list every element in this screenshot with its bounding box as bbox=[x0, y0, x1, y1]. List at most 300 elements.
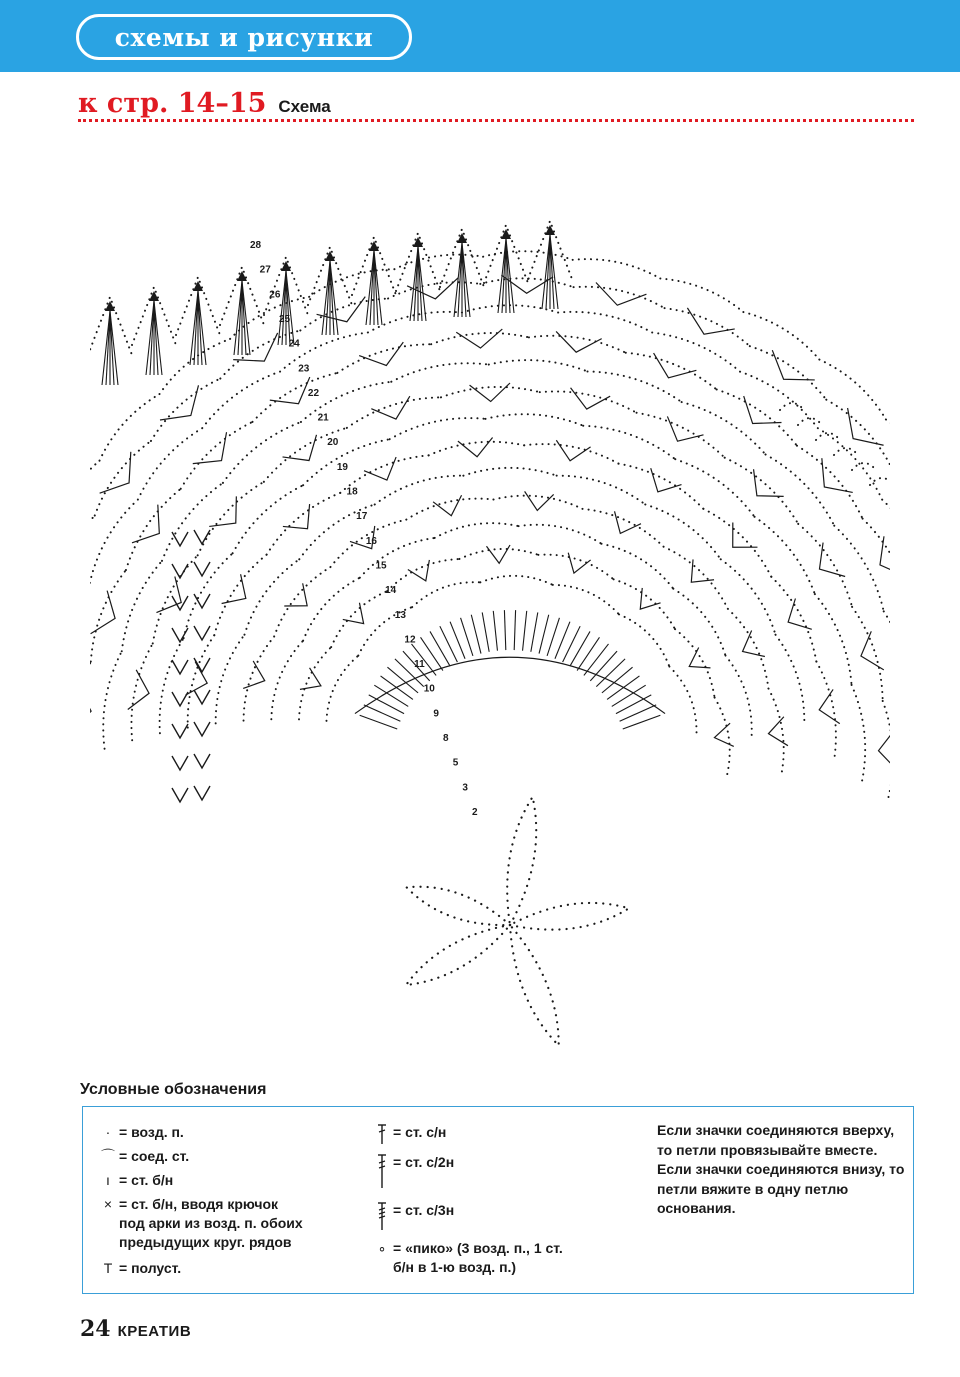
legend-item-text: = соед. ст. bbox=[119, 1148, 190, 1164]
stitch-mark bbox=[154, 301, 158, 375]
stitch-mark bbox=[102, 311, 110, 385]
chain-arch bbox=[406, 499, 493, 520]
stitch-mark bbox=[612, 685, 646, 706]
chain-arch bbox=[797, 446, 863, 519]
legend-item bbox=[373, 1153, 454, 1189]
v-stitch bbox=[596, 283, 646, 306]
chain-arch bbox=[122, 561, 162, 651]
stitch-mark bbox=[471, 615, 481, 654]
chain-arch bbox=[271, 641, 303, 720]
stitch-mark bbox=[106, 311, 110, 385]
chain-arch bbox=[214, 555, 266, 636]
v-stitch bbox=[343, 603, 364, 624]
chain-arch bbox=[326, 656, 358, 721]
dotted-rule bbox=[78, 119, 914, 122]
stitch-mark bbox=[387, 667, 418, 693]
stitch-mark bbox=[514, 610, 515, 650]
v-stitch bbox=[172, 532, 188, 546]
chain-arch bbox=[162, 483, 223, 561]
chain-arch bbox=[300, 299, 388, 331]
stitch-mark bbox=[450, 622, 465, 659]
v-stitch bbox=[194, 722, 210, 736]
stitch-mark bbox=[590, 651, 617, 681]
v-stitch bbox=[654, 353, 697, 378]
chain-arch bbox=[750, 346, 826, 400]
v-stitch bbox=[194, 754, 210, 768]
row-number: 20 bbox=[327, 437, 339, 449]
chain-arch bbox=[480, 576, 552, 585]
chain-arch bbox=[480, 278, 573, 287]
chain-arch bbox=[652, 333, 740, 372]
chain-arch bbox=[244, 637, 275, 721]
v-stitch bbox=[359, 342, 403, 365]
center-petal bbox=[406, 925, 510, 985]
stitch-mark bbox=[546, 235, 550, 309]
section-title: схемы и рисунки bbox=[114, 22, 374, 52]
chain-arch bbox=[131, 643, 152, 740]
v-stitch bbox=[768, 717, 787, 746]
treble-crochet-icon bbox=[373, 1153, 391, 1189]
chain-arch bbox=[435, 523, 519, 538]
row-number: 16 bbox=[365, 535, 377, 547]
chain-arch bbox=[95, 441, 151, 516]
legend-item-text: = ст. с/3н bbox=[393, 1202, 455, 1218]
row-number: 9 bbox=[433, 708, 439, 720]
v-stitch bbox=[233, 333, 277, 361]
stitch-mark bbox=[330, 261, 338, 335]
v-stitch bbox=[772, 350, 814, 380]
v-stitch bbox=[691, 559, 714, 582]
v-stitch bbox=[194, 626, 210, 640]
v-stitch bbox=[172, 756, 188, 770]
chain-arch bbox=[412, 582, 480, 607]
chain-arch bbox=[682, 402, 766, 454]
row-number: 21 bbox=[317, 412, 329, 424]
double-crochet-icon bbox=[373, 1123, 391, 1145]
chain-arch bbox=[151, 379, 220, 441]
section-title-pill bbox=[76, 14, 412, 60]
v-stitch bbox=[194, 690, 210, 704]
stitch-mark bbox=[570, 631, 590, 666]
v-stitch bbox=[556, 331, 602, 352]
chain-arch bbox=[815, 594, 852, 685]
chain-arch bbox=[721, 559, 776, 634]
chain-arch bbox=[489, 360, 588, 371]
chain-arch bbox=[441, 387, 540, 397]
page-ref-caption: Схема bbox=[278, 97, 331, 116]
spike-tip bbox=[281, 261, 291, 271]
stitch-mark bbox=[234, 281, 242, 355]
v-stitch bbox=[194, 786, 210, 800]
v-stitch bbox=[819, 543, 845, 577]
stitch-mark bbox=[366, 251, 374, 325]
center-petal bbox=[407, 887, 510, 925]
row-number: 26 bbox=[269, 289, 281, 301]
v-stitch bbox=[283, 504, 310, 529]
stitch-mark bbox=[504, 610, 505, 650]
chain-arch bbox=[673, 589, 725, 656]
stitch-mark bbox=[110, 311, 118, 385]
v-stitch bbox=[172, 692, 188, 706]
v-stitch bbox=[172, 724, 188, 738]
chain-arch bbox=[715, 698, 730, 776]
v-stitch bbox=[861, 631, 884, 670]
legend-item bbox=[373, 1123, 446, 1145]
row-number: 28 bbox=[250, 240, 262, 251]
center-petal bbox=[507, 797, 536, 925]
chain-arch bbox=[665, 308, 750, 346]
row-number: 19 bbox=[336, 461, 348, 473]
chain-arch bbox=[725, 458, 799, 524]
chain-arch bbox=[337, 344, 431, 373]
v-stitch bbox=[822, 458, 853, 492]
v-stitch bbox=[433, 495, 461, 515]
row-number: 3 bbox=[462, 782, 468, 794]
stitch-mark bbox=[326, 261, 330, 335]
chain-arch bbox=[884, 611, 890, 706]
v-stitch bbox=[733, 523, 758, 548]
chain-arch bbox=[601, 544, 673, 589]
chain-arch bbox=[558, 312, 652, 333]
chain-arch bbox=[675, 459, 754, 517]
chain-arch bbox=[819, 360, 886, 420]
chain-arch bbox=[768, 689, 783, 778]
stitch-mark bbox=[523, 611, 527, 651]
v-stitch bbox=[744, 396, 782, 423]
chain-arch bbox=[233, 485, 303, 553]
chain-arch bbox=[645, 504, 720, 559]
v-stitch bbox=[283, 435, 317, 461]
stitch-mark bbox=[563, 626, 581, 662]
row-number: 11 bbox=[414, 659, 425, 671]
stitch-mark bbox=[238, 281, 242, 355]
v-stitch bbox=[525, 491, 554, 510]
v-stitch bbox=[194, 594, 210, 608]
chain-arch bbox=[485, 414, 583, 425]
chain-arch bbox=[493, 496, 582, 509]
chain-arch bbox=[309, 269, 394, 297]
v-stitch bbox=[209, 496, 236, 526]
chain-arch bbox=[91, 570, 126, 662]
v-stitch bbox=[470, 383, 510, 402]
stitch-mark bbox=[414, 247, 418, 321]
chain-arch bbox=[431, 333, 529, 344]
v-stitch bbox=[364, 457, 396, 480]
legend-item-text: = полуст. bbox=[119, 1260, 182, 1276]
stitch-mark bbox=[506, 239, 514, 313]
chain-arch bbox=[660, 278, 743, 312]
magazine-name: КРЕАТИВ bbox=[117, 1323, 192, 1340]
stitch-mark bbox=[493, 611, 497, 651]
legend-item bbox=[99, 1147, 189, 1166]
chain-arch bbox=[863, 519, 890, 605]
chain-arch bbox=[618, 464, 703, 509]
stitch-mark bbox=[430, 631, 450, 666]
row-number: 10 bbox=[423, 683, 435, 695]
stitch-mark bbox=[584, 644, 609, 676]
chain-arch bbox=[675, 629, 715, 697]
v-stitch bbox=[848, 408, 884, 445]
chain-arch bbox=[90, 516, 95, 600]
chain-arch bbox=[90, 461, 100, 537]
chain-arch bbox=[303, 578, 360, 641]
spike-tip bbox=[545, 225, 555, 235]
row-number: 27 bbox=[259, 264, 271, 276]
v-stitch bbox=[615, 511, 641, 533]
triple-treble-crochet-icon bbox=[373, 1201, 391, 1231]
legend-item bbox=[373, 1201, 454, 1231]
chain-arch bbox=[816, 662, 836, 756]
stitch-mark bbox=[242, 281, 250, 355]
stitch-mark bbox=[506, 239, 510, 313]
chain-arch bbox=[202, 372, 280, 429]
stitch-mark bbox=[374, 251, 382, 325]
row-number: 17 bbox=[356, 511, 368, 523]
v-stitch bbox=[878, 730, 890, 770]
v-stitch bbox=[90, 686, 91, 732]
chain-arch bbox=[126, 489, 181, 570]
chain-arch bbox=[637, 413, 725, 458]
v-stitch bbox=[160, 385, 199, 420]
legend-item bbox=[99, 1171, 173, 1190]
stitch-mark bbox=[194, 291, 198, 365]
page-ref-number: к стр. 14–15 bbox=[78, 88, 267, 119]
v-stitch bbox=[172, 660, 188, 674]
v-stitch bbox=[880, 536, 890, 576]
legend-item-text: = возд. п. bbox=[119, 1124, 184, 1140]
row-number: 22 bbox=[307, 387, 320, 399]
chain-arch bbox=[703, 509, 771, 577]
chain-arch bbox=[519, 525, 602, 544]
row-number: 2 bbox=[472, 807, 478, 818]
row-number: 13 bbox=[394, 609, 406, 621]
v-stitch bbox=[91, 591, 116, 634]
chain-arch bbox=[463, 468, 556, 476]
single-crochet-under-arch-icon: × bbox=[103, 1196, 113, 1212]
stitch-mark bbox=[110, 311, 114, 385]
chain-stitch-icon: · bbox=[105, 1124, 111, 1140]
chain-arch bbox=[103, 651, 121, 748]
v-stitch bbox=[172, 628, 188, 642]
chain-arch bbox=[267, 493, 341, 555]
crochet-diagram bbox=[90, 150, 890, 1070]
chain-arch bbox=[619, 614, 669, 666]
stitch-mark bbox=[286, 271, 294, 345]
page-number: 24 bbox=[80, 1316, 111, 1342]
chain-arch bbox=[390, 418, 486, 439]
chain-arch bbox=[776, 635, 805, 724]
chain-arch bbox=[771, 577, 816, 662]
stitch-mark bbox=[410, 247, 418, 321]
stitch-mark bbox=[370, 251, 374, 325]
v-stitch bbox=[571, 388, 611, 409]
chain-arch bbox=[717, 389, 797, 445]
chain-arch bbox=[540, 391, 637, 412]
center-petal bbox=[510, 903, 629, 930]
chain-arch bbox=[852, 607, 883, 701]
v-stitch bbox=[568, 553, 590, 573]
chain-arch bbox=[483, 251, 573, 260]
spike-tip bbox=[237, 271, 247, 281]
stitch-mark bbox=[198, 291, 206, 365]
v-stitch bbox=[172, 788, 188, 802]
picot-icon: ∘ bbox=[377, 1240, 387, 1256]
chain-arch bbox=[852, 685, 866, 782]
legend-item bbox=[99, 1123, 184, 1142]
stitch-mark bbox=[550, 235, 554, 309]
stitch-mark bbox=[286, 271, 290, 345]
v-stitch bbox=[754, 469, 784, 496]
chain-arch bbox=[90, 500, 138, 583]
stitch-mark bbox=[602, 667, 633, 693]
chain-arch bbox=[160, 638, 184, 733]
chain-arch bbox=[582, 509, 663, 547]
legend-note: Если значки соединяются вверху, то петли провязывайте вместе. Если значки соединяются внизу, то петли вяжите в одну петлю основания. bbox=[657, 1122, 905, 1216]
stitch-mark bbox=[550, 235, 558, 309]
header-scalloped-edge bbox=[0, 66, 960, 78]
chain-arch bbox=[743, 312, 819, 359]
v-stitch bbox=[556, 440, 590, 461]
spike-tip bbox=[413, 237, 423, 247]
v-stitch bbox=[132, 505, 159, 543]
chain-arch bbox=[529, 336, 626, 353]
v-stitch bbox=[300, 668, 321, 690]
chain-arch bbox=[429, 442, 525, 456]
stitch-mark bbox=[542, 235, 550, 309]
legend-item-text: = ст. б/н, вводя крючок под арки из возд. п. обоих предыдущих круг. рядов bbox=[119, 1196, 303, 1250]
stitch-mark bbox=[418, 247, 422, 321]
chain-arch bbox=[626, 353, 717, 390]
slip-stitch-icon: ⌒ bbox=[101, 1148, 115, 1164]
stitch-mark bbox=[482, 612, 489, 651]
chain-arch bbox=[755, 517, 815, 594]
stitch-mark bbox=[369, 695, 404, 714]
stitch-mark bbox=[577, 637, 599, 670]
stitch-mark bbox=[242, 281, 246, 355]
v-stitch bbox=[456, 329, 502, 348]
center-petal bbox=[510, 925, 559, 1046]
chain-arch bbox=[557, 476, 646, 505]
chain-arch bbox=[538, 555, 613, 580]
v-stitch bbox=[193, 432, 227, 463]
stitch-mark bbox=[555, 622, 570, 659]
stitch-mark bbox=[374, 251, 378, 325]
chain-arch bbox=[188, 635, 215, 727]
v-stitch bbox=[714, 723, 733, 746]
v-stitch bbox=[458, 437, 493, 456]
chain-arch bbox=[553, 585, 619, 614]
row-number: 25 bbox=[278, 313, 291, 325]
stitch-mark bbox=[531, 612, 538, 651]
stitch-mark bbox=[440, 626, 458, 662]
single-crochet-icon: ı bbox=[106, 1172, 110, 1188]
stitch-mark bbox=[539, 615, 549, 654]
chain-arch bbox=[299, 647, 331, 719]
page-reference bbox=[78, 88, 331, 119]
stitch-mark bbox=[278, 271, 286, 345]
v-stitch bbox=[371, 396, 410, 419]
chain-arch bbox=[391, 363, 488, 381]
spike-tip bbox=[501, 229, 511, 239]
v-stitch bbox=[651, 468, 682, 492]
v-stitch bbox=[186, 662, 208, 696]
legend-item-text: = ст. с/2н bbox=[393, 1154, 455, 1170]
spike-tip bbox=[325, 251, 335, 261]
v-stitch bbox=[819, 689, 840, 723]
spike-tip bbox=[149, 291, 159, 301]
spike-tip bbox=[369, 241, 379, 251]
stitch-mark bbox=[154, 301, 162, 375]
row-number: 12 bbox=[404, 634, 416, 646]
legend-item bbox=[99, 1259, 181, 1278]
chain-arch bbox=[728, 609, 769, 689]
chain-arch bbox=[524, 444, 618, 464]
legend-item-text: = ст. б/н bbox=[119, 1172, 174, 1188]
legend-box bbox=[82, 1106, 914, 1294]
row-number: 18 bbox=[346, 486, 358, 498]
legend-item-text: = «пико» (3 возд. п., 1 ст. б/н в 1-ю возд. п.) bbox=[393, 1240, 563, 1275]
chain-arch bbox=[274, 567, 330, 637]
row-number: 14 bbox=[385, 585, 397, 597]
chain-arch bbox=[459, 549, 538, 559]
chain-arch bbox=[669, 667, 696, 734]
row-number: 24 bbox=[288, 338, 300, 350]
row-number: 23 bbox=[298, 363, 310, 375]
chain-arch bbox=[100, 394, 160, 461]
chain-arch bbox=[375, 476, 464, 505]
v-stitch bbox=[284, 583, 307, 606]
chain-arch bbox=[798, 524, 852, 607]
chain-arch bbox=[138, 428, 202, 499]
stitch-mark bbox=[418, 247, 426, 321]
stitch-mark bbox=[374, 685, 408, 706]
stitch-mark bbox=[190, 291, 198, 365]
spike-tip bbox=[193, 281, 203, 291]
row-number: 5 bbox=[452, 757, 459, 769]
chain-arch bbox=[198, 482, 264, 556]
v-stitch bbox=[270, 377, 310, 404]
stitch-mark bbox=[330, 261, 334, 335]
stitch-mark bbox=[322, 261, 330, 335]
v-stitch bbox=[128, 670, 149, 710]
chain-arch bbox=[216, 635, 245, 724]
chain-arch bbox=[331, 591, 387, 647]
stitch-mark bbox=[150, 301, 154, 375]
chain-arch bbox=[883, 701, 890, 800]
legend-item bbox=[99, 1195, 303, 1252]
stitch-mark bbox=[146, 301, 154, 375]
v-stitch bbox=[194, 562, 210, 576]
spike-tip bbox=[457, 233, 467, 243]
v-stitch bbox=[689, 647, 710, 667]
v-stitch bbox=[788, 598, 812, 629]
v-stitch bbox=[408, 560, 430, 581]
chain-arch bbox=[834, 448, 858, 455]
stitch-mark bbox=[547, 618, 559, 656]
v-stitch bbox=[486, 545, 510, 563]
chain-arch bbox=[766, 454, 835, 525]
chain-arch bbox=[244, 559, 299, 634]
page-footer bbox=[80, 1316, 191, 1342]
stitch-mark bbox=[596, 659, 625, 687]
v-stitch bbox=[194, 530, 210, 544]
v-stitch bbox=[222, 574, 246, 603]
chain-arch bbox=[264, 428, 347, 482]
half-double-crochet-icon: T bbox=[103, 1260, 113, 1276]
chain-arch bbox=[347, 397, 441, 428]
legend-item bbox=[373, 1239, 563, 1277]
v-stitch bbox=[243, 661, 265, 688]
